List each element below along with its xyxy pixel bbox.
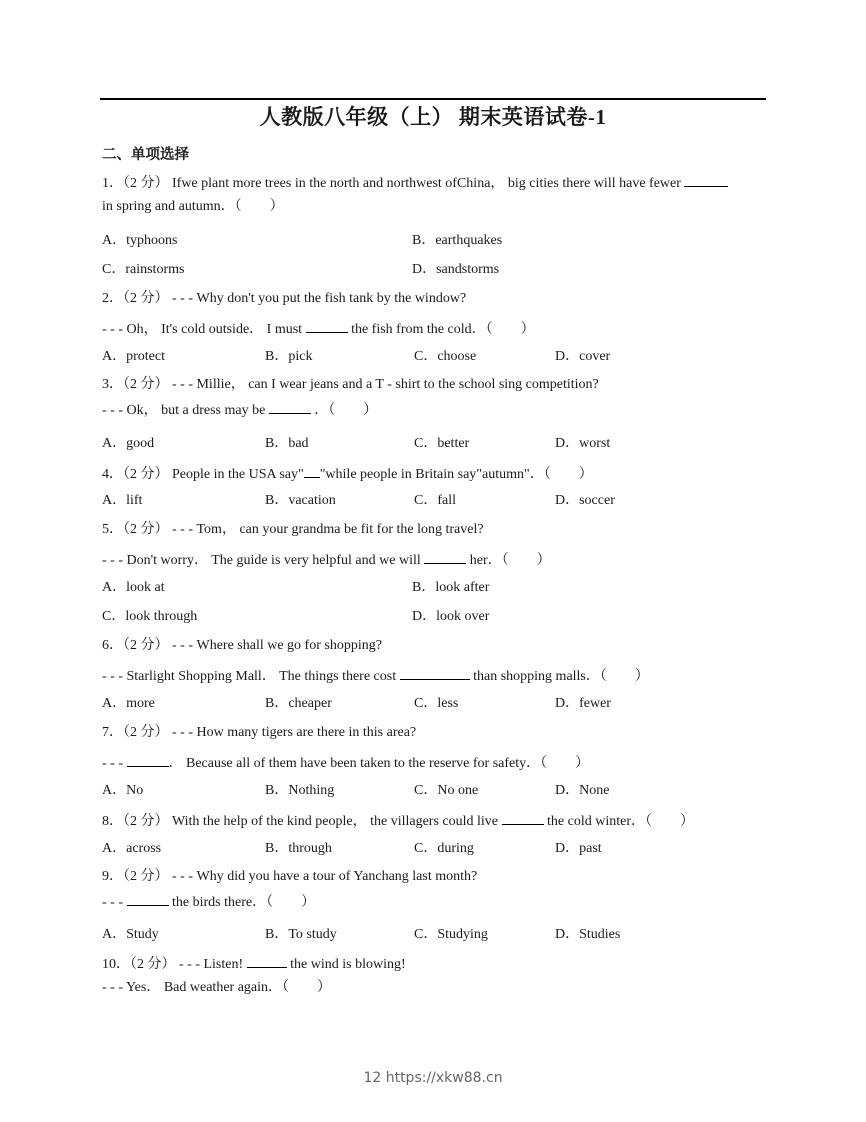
question-1-line-1 <box>102 173 728 193</box>
question-text: - - - Why did you have a tour of Yanchang last month? <box>172 869 478 884</box>
question-5-line-1 <box>102 521 484 539</box>
q2-option-a[interactable]: A．protect <box>102 349 165 364</box>
question-7-line-2 <box>102 753 589 773</box>
question-6-line-2 <box>102 666 649 686</box>
question-text-after: "while people in Britain say"autumn"．（ ） <box>319 467 593 482</box>
q3-option-c[interactable]: C．better <box>414 436 470 451</box>
question-text: - - - Tom， can your grandma be fit for the long travel? <box>172 522 484 537</box>
question-number: 1．（2 分） <box>102 176 169 191</box>
title-rule <box>100 98 766 100</box>
q6-option-b[interactable]: B．cheaper <box>265 696 332 711</box>
question-text: - - - Ok， but a dress may be <box>102 403 266 418</box>
q1-option-a[interactable]: A．typhoons <box>102 233 178 248</box>
q3-option-d[interactable]: D．worst <box>555 436 611 451</box>
question-text: - - - Starlight Shopping Mall． The things there cost <box>102 669 397 684</box>
q5-option-a[interactable]: A．look at <box>102 580 165 595</box>
q1-option-c[interactable]: C．rainstorms <box>102 262 185 277</box>
question-9-line-2 <box>102 892 315 912</box>
question-3-line-2 <box>102 400 377 420</box>
question-text: - - - Where shall we go for shopping? <box>172 638 382 653</box>
q9-option-d[interactable]: D．Studies <box>555 927 621 942</box>
question-10-line-2 <box>102 979 331 997</box>
question-text-after: her．（ ） <box>469 553 551 568</box>
question-text-after: the fish from the cold．（ ） <box>351 322 535 337</box>
q4-option-a[interactable]: A．lift <box>102 493 143 508</box>
question-text-after: the wind is blowing! <box>290 957 406 972</box>
question-text-after: than shopping malls．（ ） <box>473 669 649 684</box>
q9-option-b[interactable]: B．To study <box>265 927 337 942</box>
question-number: 7．（2 分） <box>102 725 169 740</box>
question-text: - - - How many tigers are there in this area? <box>172 725 417 740</box>
question-text: With the help of the kind people， the villagers could live <box>172 814 499 829</box>
q1-option-b[interactable]: B．earthquakes <box>412 233 503 248</box>
q8-option-c[interactable]: C．during <box>414 841 474 856</box>
question-1-line-2 <box>102 198 284 216</box>
q8-option-d[interactable]: D．past <box>555 841 602 856</box>
question-number: 2．（2 分） <box>102 291 169 306</box>
answer-blank <box>127 753 169 767</box>
q7-option-a[interactable]: A．No <box>102 783 144 798</box>
answer-blank <box>684 173 728 187</box>
answer-blank <box>306 319 348 333</box>
answer-blank <box>304 464 320 478</box>
question-text: - - - Listen! <box>179 957 244 972</box>
question-7-line-1 <box>102 724 416 742</box>
q5-option-b[interactable]: B．look after <box>412 580 490 595</box>
q6-option-d[interactable]: D．fewer <box>555 696 611 711</box>
q5-option-c[interactable]: C．look through <box>102 609 198 624</box>
q8-option-b[interactable]: B．through <box>265 841 332 856</box>
q2-option-c[interactable]: C．choose <box>414 349 477 364</box>
answer-blank <box>247 954 287 968</box>
question-8-line-1 <box>102 811 694 831</box>
q3-option-b[interactable]: B．bad <box>265 436 309 451</box>
q6-option-a[interactable]: A．more <box>102 696 155 711</box>
question-3-line-1 <box>102 376 599 394</box>
q2-option-d[interactable]: D．cover <box>555 349 611 364</box>
answer-blank <box>269 400 311 414</box>
q4-option-b[interactable]: B．vacation <box>265 493 336 508</box>
question-10-line-1 <box>102 954 406 974</box>
q1-option-d[interactable]: D．sandstorms <box>412 262 500 277</box>
question-9-line-1 <box>102 868 477 886</box>
question-text: Ifwe plant more trees in the north and northwest ofChina， big cities there will have fewer <box>172 176 681 191</box>
answer-blank <box>400 666 470 680</box>
q7-option-d[interactable]: D．None <box>555 783 610 798</box>
q7-option-c[interactable]: C．No one <box>414 783 479 798</box>
question-text: - - - Oh， It's cold outside． I must <box>102 322 303 337</box>
question-2-line-2 <box>102 319 535 339</box>
question-number: 4．（2 分） <box>102 467 169 482</box>
question-text-after: ． Because all of them have been taken to the reserve for safety．（ ） <box>168 756 590 771</box>
page-title: 人教版八年级（上） 期末英语试卷-1 <box>259 105 607 129</box>
q6-option-c[interactable]: C．less <box>414 696 459 711</box>
q5-option-d[interactable]: D．look over <box>412 609 490 624</box>
question-2-line-1 <box>102 290 466 308</box>
question-6-line-1 <box>102 637 382 655</box>
q2-option-b[interactable]: B．pick <box>265 349 313 364</box>
question-text: People in the USA say" <box>172 467 304 482</box>
question-number: 5．（2 分） <box>102 522 169 537</box>
question-number: 3．（2 分） <box>102 377 169 392</box>
answer-blank <box>424 550 466 564</box>
answer-blank <box>127 892 169 906</box>
question-text-after: the birds there．（ ） <box>172 895 316 910</box>
question-number: 10．（2 分） <box>102 957 176 972</box>
question-4-line-1 <box>102 464 593 484</box>
q9-option-a[interactable]: A．Study <box>102 927 159 942</box>
question-5-line-2 <box>102 550 551 570</box>
q8-option-a[interactable]: A．across <box>102 841 162 856</box>
question-text: - - - Why don't you put the fish tank by the window? <box>172 291 467 306</box>
page-footer[interactable]: 12 https://xkw88.cn <box>363 1070 503 1086</box>
section-heading: 二、单项选择 <box>102 147 189 163</box>
question-text: - - - Yes． Bad weather again．（ ） <box>102 980 332 995</box>
question-text: - - - Millie， can I wear jeans and a T - shirt to the school sing competition? <box>172 377 599 392</box>
question-text: - - - <box>102 895 123 910</box>
question-text: - - - <box>102 756 123 771</box>
q3-option-a[interactable]: A．good <box>102 436 155 451</box>
q9-option-c[interactable]: C．Studying <box>414 927 488 942</box>
question-text: in spring and autumn．（ ） <box>102 199 284 214</box>
question-text: - - - Don't worry． The guide is very helpful and we will <box>102 553 421 568</box>
q4-option-c[interactable]: C．fall <box>414 493 456 508</box>
q4-option-d[interactable]: D．soccer <box>555 493 615 508</box>
question-text-after: the cold winter．（ ） <box>547 814 695 829</box>
question-number: 9．（2 分） <box>102 869 169 884</box>
question-number: 8．（2 分） <box>102 814 169 829</box>
question-text-after: ．（ ） <box>314 403 378 418</box>
question-number: 6．（2 分） <box>102 638 169 653</box>
answer-blank <box>502 811 544 825</box>
q7-option-b[interactable]: B．Nothing <box>265 783 335 798</box>
